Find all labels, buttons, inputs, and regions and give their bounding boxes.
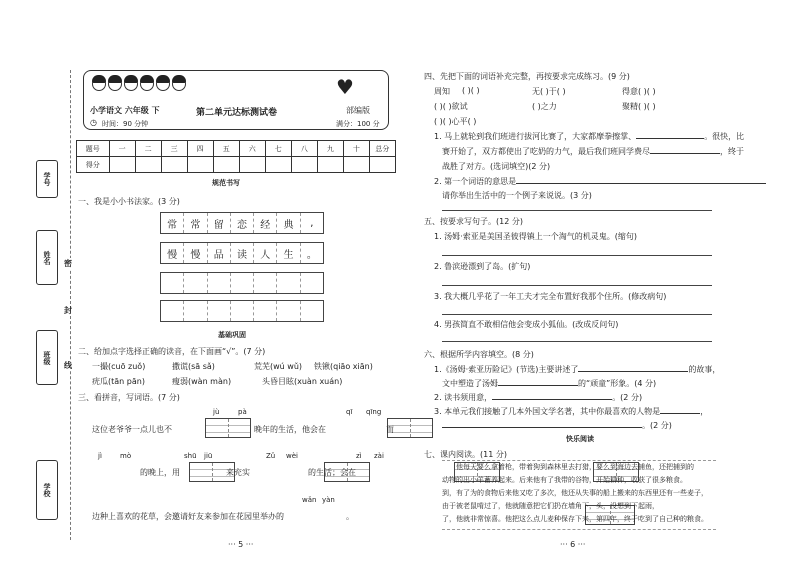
q6-item: 1.《汤姆·索亚历险记》(节选)主要讲述了 的故事，	[434, 365, 721, 374]
q4-word[interactable]: 无( )于( )	[532, 87, 566, 96]
q3-sentence: 边种上喜欢的花草，会邀请好友来参加在花园里举办的	[92, 512, 284, 521]
pinyin: jì	[98, 452, 102, 460]
q7-title: 七、课内阅读。(11 分)	[424, 450, 507, 459]
q5-sentence: 3. 我大概几乎花了一年工夫才完全布置好我那个住所。(修改病句)	[434, 292, 667, 301]
pinyin: yàn	[322, 496, 335, 504]
pinyin: jiū	[204, 452, 213, 460]
kids-illustration	[92, 77, 192, 99]
q3-sentence: 而	[386, 425, 394, 434]
seal-char-feng: 封	[64, 306, 72, 315]
side-label-student-id: 学号	[36, 160, 58, 198]
q3-sentence: 晚年的生活，他会在	[254, 425, 326, 434]
page-number-left: ··· 5 ···	[228, 540, 254, 549]
q6-item: 2. 读书须用意， 。(2 分)	[434, 393, 643, 402]
answer-box[interactable]	[205, 418, 251, 438]
q4-word[interactable]: 聚精( )( )	[622, 102, 656, 111]
q1-title: 一、我是小小书法家。(3 分)	[78, 197, 180, 206]
q2-title: 二、给加点字选择正确的读音，在下面画“√”。(7 分)	[78, 347, 266, 356]
answer-line[interactable]	[442, 210, 712, 211]
q4-word[interactable]: ( )( )心平( )	[434, 117, 477, 126]
edition-label: 部编版	[346, 106, 370, 115]
reading-line: 由于被老鼠啃过了，他就随意把它们扔在墙角下，头，没想到下起雨，	[442, 502, 659, 510]
q5-sentence: 4. 男孩简直不敢相信他会变成小狐仙。(改成反问句)	[434, 320, 619, 329]
pinyin: qīng	[366, 408, 382, 416]
q3-sentence: 这位老爷爷一点儿也不	[92, 425, 172, 434]
subject-label: 小学语文 六年级 下	[90, 106, 160, 115]
pinyin: zài	[374, 452, 384, 460]
pinyin: pà	[238, 408, 247, 416]
q2-item[interactable]: 疣瓜(tān pān)	[92, 377, 145, 386]
section-basic: 基础巩固	[218, 331, 246, 339]
q3-title: 三、看拼音，写词语。(7 分)	[78, 393, 180, 402]
q4-passage: 1. 马上就轮到我们班进行拔河比赛了，大家都摩拳擦掌、 。很快，比	[434, 132, 745, 141]
answer-line[interactable]	[442, 314, 712, 315]
section-normative-writing: 规范书写	[212, 179, 240, 187]
full-score-label: 满分：100 分	[336, 120, 380, 128]
practice-row-1[interactable]	[160, 272, 324, 294]
q4-word[interactable]: ( )之力	[532, 102, 557, 111]
heart-icon: ♥	[336, 75, 354, 99]
q5-title: 五、按要求写句子。(12 分)	[424, 217, 523, 226]
q3-sentence: 。	[346, 512, 354, 521]
reading-line: 动物的出小羊蓄养起来。后来他有了我带的谷物，开始耕种，收获了很多粮食。	[442, 476, 687, 484]
pinyin: qī	[346, 408, 353, 416]
page-number-right: ··· 6 ···	[560, 540, 586, 549]
q6-title: 六、根据所学内容填空。(8 分)	[424, 350, 534, 359]
pinyin: wèi	[286, 452, 298, 460]
pinyin: jù	[213, 408, 220, 416]
q4-passage: 2. 第一个词语的意思是	[434, 176, 766, 187]
q2-item[interactable]: 一撮(cuō zuǒ)	[92, 362, 146, 371]
side-label-name: 姓名	[36, 230, 58, 285]
q6-item: 。(2 分)	[442, 420, 672, 431]
q4-word[interactable]: 得意( )( )	[622, 87, 656, 96]
q4-passage: 战胜了对方。(选词填空)(2 分)	[442, 162, 551, 171]
q4-passage: 请你举出生活中的一个例子来说说。(3 分)	[442, 191, 592, 200]
q3-sentence: 的生活；会在	[308, 468, 356, 477]
q2-item[interactable]: 铁锹(qiāo xiān)	[314, 362, 373, 371]
q5-sentence: 2. 鲁滨逊漂到了岛。(扩句)	[434, 262, 531, 271]
pinyin: zì	[356, 452, 362, 460]
reading-line: 他每天要么拿着枪，带着狗到森林里去打猎，要么到海边去捕鱼，还把捕到的	[456, 463, 694, 471]
q4-word[interactable]: 周知	[434, 87, 450, 96]
pinyin: shū	[184, 452, 197, 460]
seal-char-mi: 密	[64, 259, 72, 268]
time-label: 时间：90 分钟	[102, 120, 149, 128]
clock-icon: ◷	[90, 118, 97, 127]
q6-item: 3. 本单元我们接触了几本外国文学名著，其中你最喜欢的人物是 ，	[434, 407, 709, 416]
header-banner	[83, 70, 389, 130]
pinyin: mò	[120, 452, 132, 460]
q5-sentence: 1. 汤姆·索亚是美国圣彼得镇上一个淘气的机灵鬼。(缩句)	[434, 232, 637, 241]
reading-line: 了，他就非常惊喜。他把这么点儿麦种保存下来，第四年，终于吃到了自己种的粮食。	[442, 515, 708, 523]
reading-passage-box	[442, 460, 716, 530]
q4-title: 四、先把下面的词语补充完整，再按要求完成练习。(9 分)	[424, 72, 630, 81]
answer-line[interactable]	[442, 341, 712, 342]
seal-char-xian: 线	[64, 361, 72, 370]
section-happy-reading: 快乐阅读	[566, 435, 594, 443]
reading-line: 到，有了为的食物后来他又吃了多次，他还从失事的船上搬来的东西里还有一些麦子，	[442, 489, 708, 497]
calligraphy-row-1: 常 常 留 恋 经 典 ,	[160, 212, 324, 234]
score-value-row: 得分	[77, 157, 396, 173]
q2-item[interactable]: 撒谎(sā sǎ)	[172, 362, 215, 371]
q4-word[interactable]: ( )( )	[462, 86, 480, 95]
calligraphy-row-2: 慢 慢 品 读 人 生 。	[160, 242, 324, 264]
answer-line[interactable]	[442, 255, 712, 256]
side-label-class: 班级	[36, 330, 58, 385]
pinyin: Zǔ	[266, 452, 276, 460]
score-header-row: 题号 一 二 三 四 五 六 七 八 九 十 总分	[77, 141, 396, 157]
q2-item[interactable]: 瘦弱(wàn màn)	[172, 377, 232, 386]
side-label-school: 学校	[36, 460, 58, 520]
q4-word[interactable]: ( )( )欲试	[434, 102, 468, 111]
q3-sentence: 来充实	[226, 468, 250, 477]
score-table	[76, 140, 396, 173]
q2-item[interactable]: 头昏目眩(xuàn xuán)	[262, 377, 343, 386]
q4-passage: 赛开始了，双方都使出了吃奶的力气，最后我们班同学费尽 ，终于	[442, 147, 744, 156]
exam-title: 第二单元达标测试卷	[196, 108, 278, 118]
q6-item: 文中塑造了汤姆 的“顽童”形象。(4 分)	[442, 379, 657, 388]
q2-item[interactable]: 荒芜(wú wǔ)	[254, 362, 303, 371]
pinyin: wǎn	[302, 496, 317, 504]
practice-row-2[interactable]	[160, 300, 324, 322]
answer-line[interactable]	[442, 285, 712, 286]
q3-sentence: 的晚上，用	[140, 468, 180, 477]
